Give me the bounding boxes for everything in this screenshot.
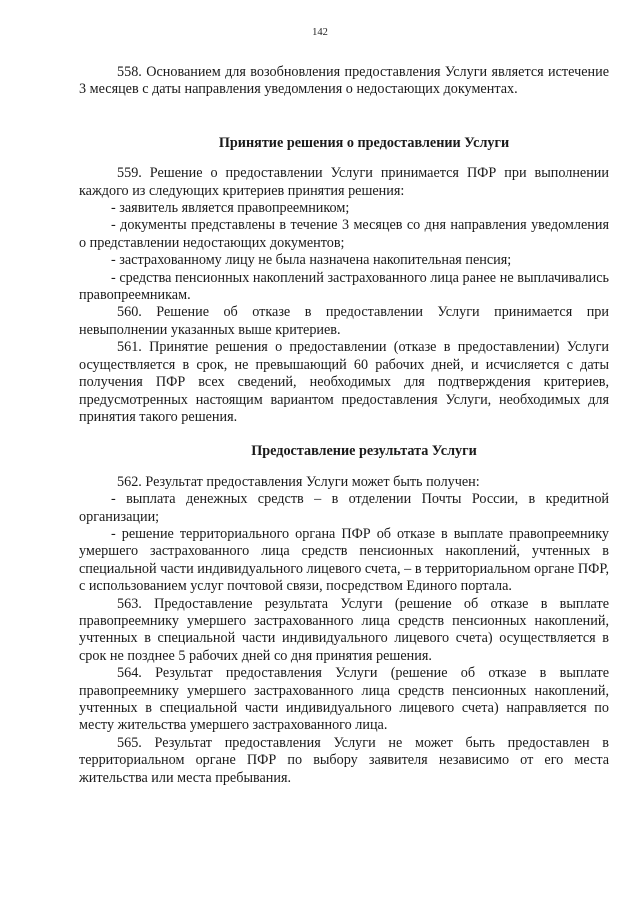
paragraph-563: 563. Предоставление результата Услуги (решение об отказе в выплате правопреемнику умершего застрахованного лица средств пенсионных накоплений, учтенных в специальной части индивидуального лицевого счета) осуществляется в срок не позднее 5 рабочих дней со дня принятия решения.	[79, 595, 609, 664]
paragraph-565: 565. Результат предоставления Услуги не может быть предоставлен в территориальном органе ПФР по выбору заявителя независимо от его места жительства или места пребывания.	[79, 734, 609, 786]
section-decision-body	[79, 165, 609, 426]
page-number: 142	[312, 27, 328, 38]
section-result-body	[79, 474, 609, 787]
criterion-item: - застрахованному лицу не была назначена накопительная пенсия;	[111, 252, 512, 269]
paragraph-560: 560. Решение об отказе в предоставлении Услуги принимается при невыполнении указанных выше критериев.	[79, 304, 609, 338]
section-heading-result: Предоставление результата Услуги	[251, 443, 477, 460]
criterion-item: - документы представлены в течение 3 месяцев со дня направления уведомления о представлении недостающих документов;	[79, 217, 609, 251]
criterion-item: - средства пенсионных накоплений застрахованного лица ранее не выплачивались правопреемникам.	[79, 269, 609, 304]
section-heading-decision: Принятие решения о предоставлении Услуги	[218, 134, 510, 151]
paragraph-559: 559. Решение о предоставлении Услуги принимается ПФР при выполнении каждого из следующих критериев принятия решения:	[79, 165, 609, 199]
paragraph-562: 562. Результат предоставления Услуги может быть получен:	[117, 473, 480, 490]
document-body	[79, 64, 609, 787]
result-option-item: - выплата денежных средств – в отделении Почты России, в кредитной организации;	[79, 491, 609, 525]
criterion-item: - заявитель является правопреемником;	[111, 200, 350, 217]
paragraph-564: 564. Результат предоставления Услуги (решение об отказе в выплате правопреемнику умершего застрахованного лица средств пенсионных накоплений, учтенных в специальной части индивидуального лицевого счета) направляется по месту жительства умершего застрахованного лица.	[79, 665, 609, 734]
result-option-item: - решение территориального органа ПФР об отказе в выплате правопреемнику умершего застрахованного лица средств пенсионных накоплений, учтенных в специальной части индивидуального лицевого счета, – в территориальном органе ПФР, с использованием услуг почтовой связи, посредством Единого портала.	[79, 525, 609, 595]
paragraph-561: 561. Принятие решения о предоставлении (отказе в предоставлении) Услуги осуществляется в срок, не превышающий 60 рабочих дней, и исчисляется с даты получения ПФР всех сведений, необходимых для подтверждения критериев, предусмотренных настоящим вариантом предоставления Услуги, необходимых для принятия такого решения.	[79, 339, 609, 425]
paragraph-558: 558. Основанием для возобновления предоставления Услуги является истечение 3 месяцев с даты направления уведомления о недостающих документах.	[79, 64, 609, 98]
